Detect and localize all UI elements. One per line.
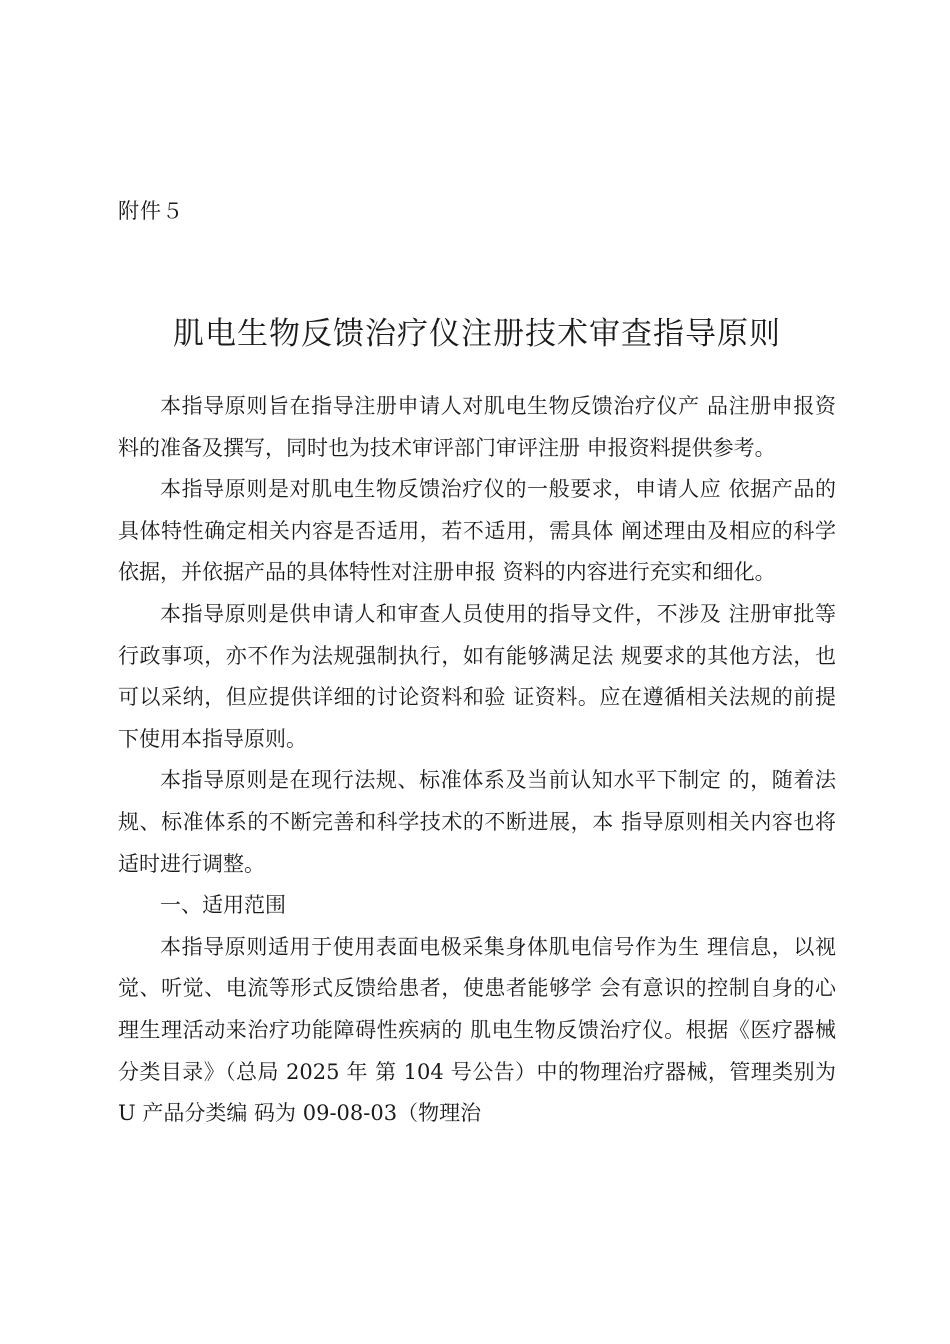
paragraph-scope: 本指导原则适用于使用表面电极采集身体肌电信号作为生 理信息，以视觉、听觉、电流等形式反馈给患者，使患者能够学 会有意识的控制自身的心理生理活动来治疗功能障碍性疾病的 肌电生物反馈治疗仪。根据《医疗器械分类目录》（总局 2025 年 第 104 号公告）中的物理治疗器械，管理类别为 U 产品分类编 码为 09-08-03（物理治 xyxy=(118,934,836,1126)
section-heading-scope: 一、适用范围 xyxy=(160,893,286,918)
document-title: 肌电生物反馈治疗仪注册技术审查指导原则 xyxy=(173,316,781,352)
paragraph-general-requirements: 本指导原则是对肌电生物反馈治疗仪的一般要求，申请人应 依据产品的具体特性确定相关内容是否适用，若不适用，需具体 阐述理由及相应的科学依据，并依据产品的具体特性对注册申报 资料的内容进行充实和细化。 xyxy=(118,477,836,585)
paragraph-purpose: 本指导原则旨在指导注册申请人对肌电生物反馈治疗仪产 品注册申报资料的准备及撰写，同时也为技术审评部门审评注册 申报资料提供参考。 xyxy=(118,394,836,460)
document-body xyxy=(118,386,836,1135)
paragraph-guidance-nature: 本指导原则是供申请人和审查人员使用的指导文件，不涉及 注册审批等行政事项，亦不作为法规强制执行，如有能够满足法 规要求的其他方法，也可以采纳，但应提供详细的讨论资料和验 证资料。应在遵循相关法规的前提下使用本指导原则。 xyxy=(118,601,836,751)
paragraph-adjustment: 本指导原则是在现行法规、标准体系及当前认知水平下制定 的，随着法规、标准体系的不断完善和科学技术的不断进展，本 指导原则相关内容也将适时进行调整。 xyxy=(118,768,836,876)
attachment-label: 附件５ xyxy=(118,199,184,223)
